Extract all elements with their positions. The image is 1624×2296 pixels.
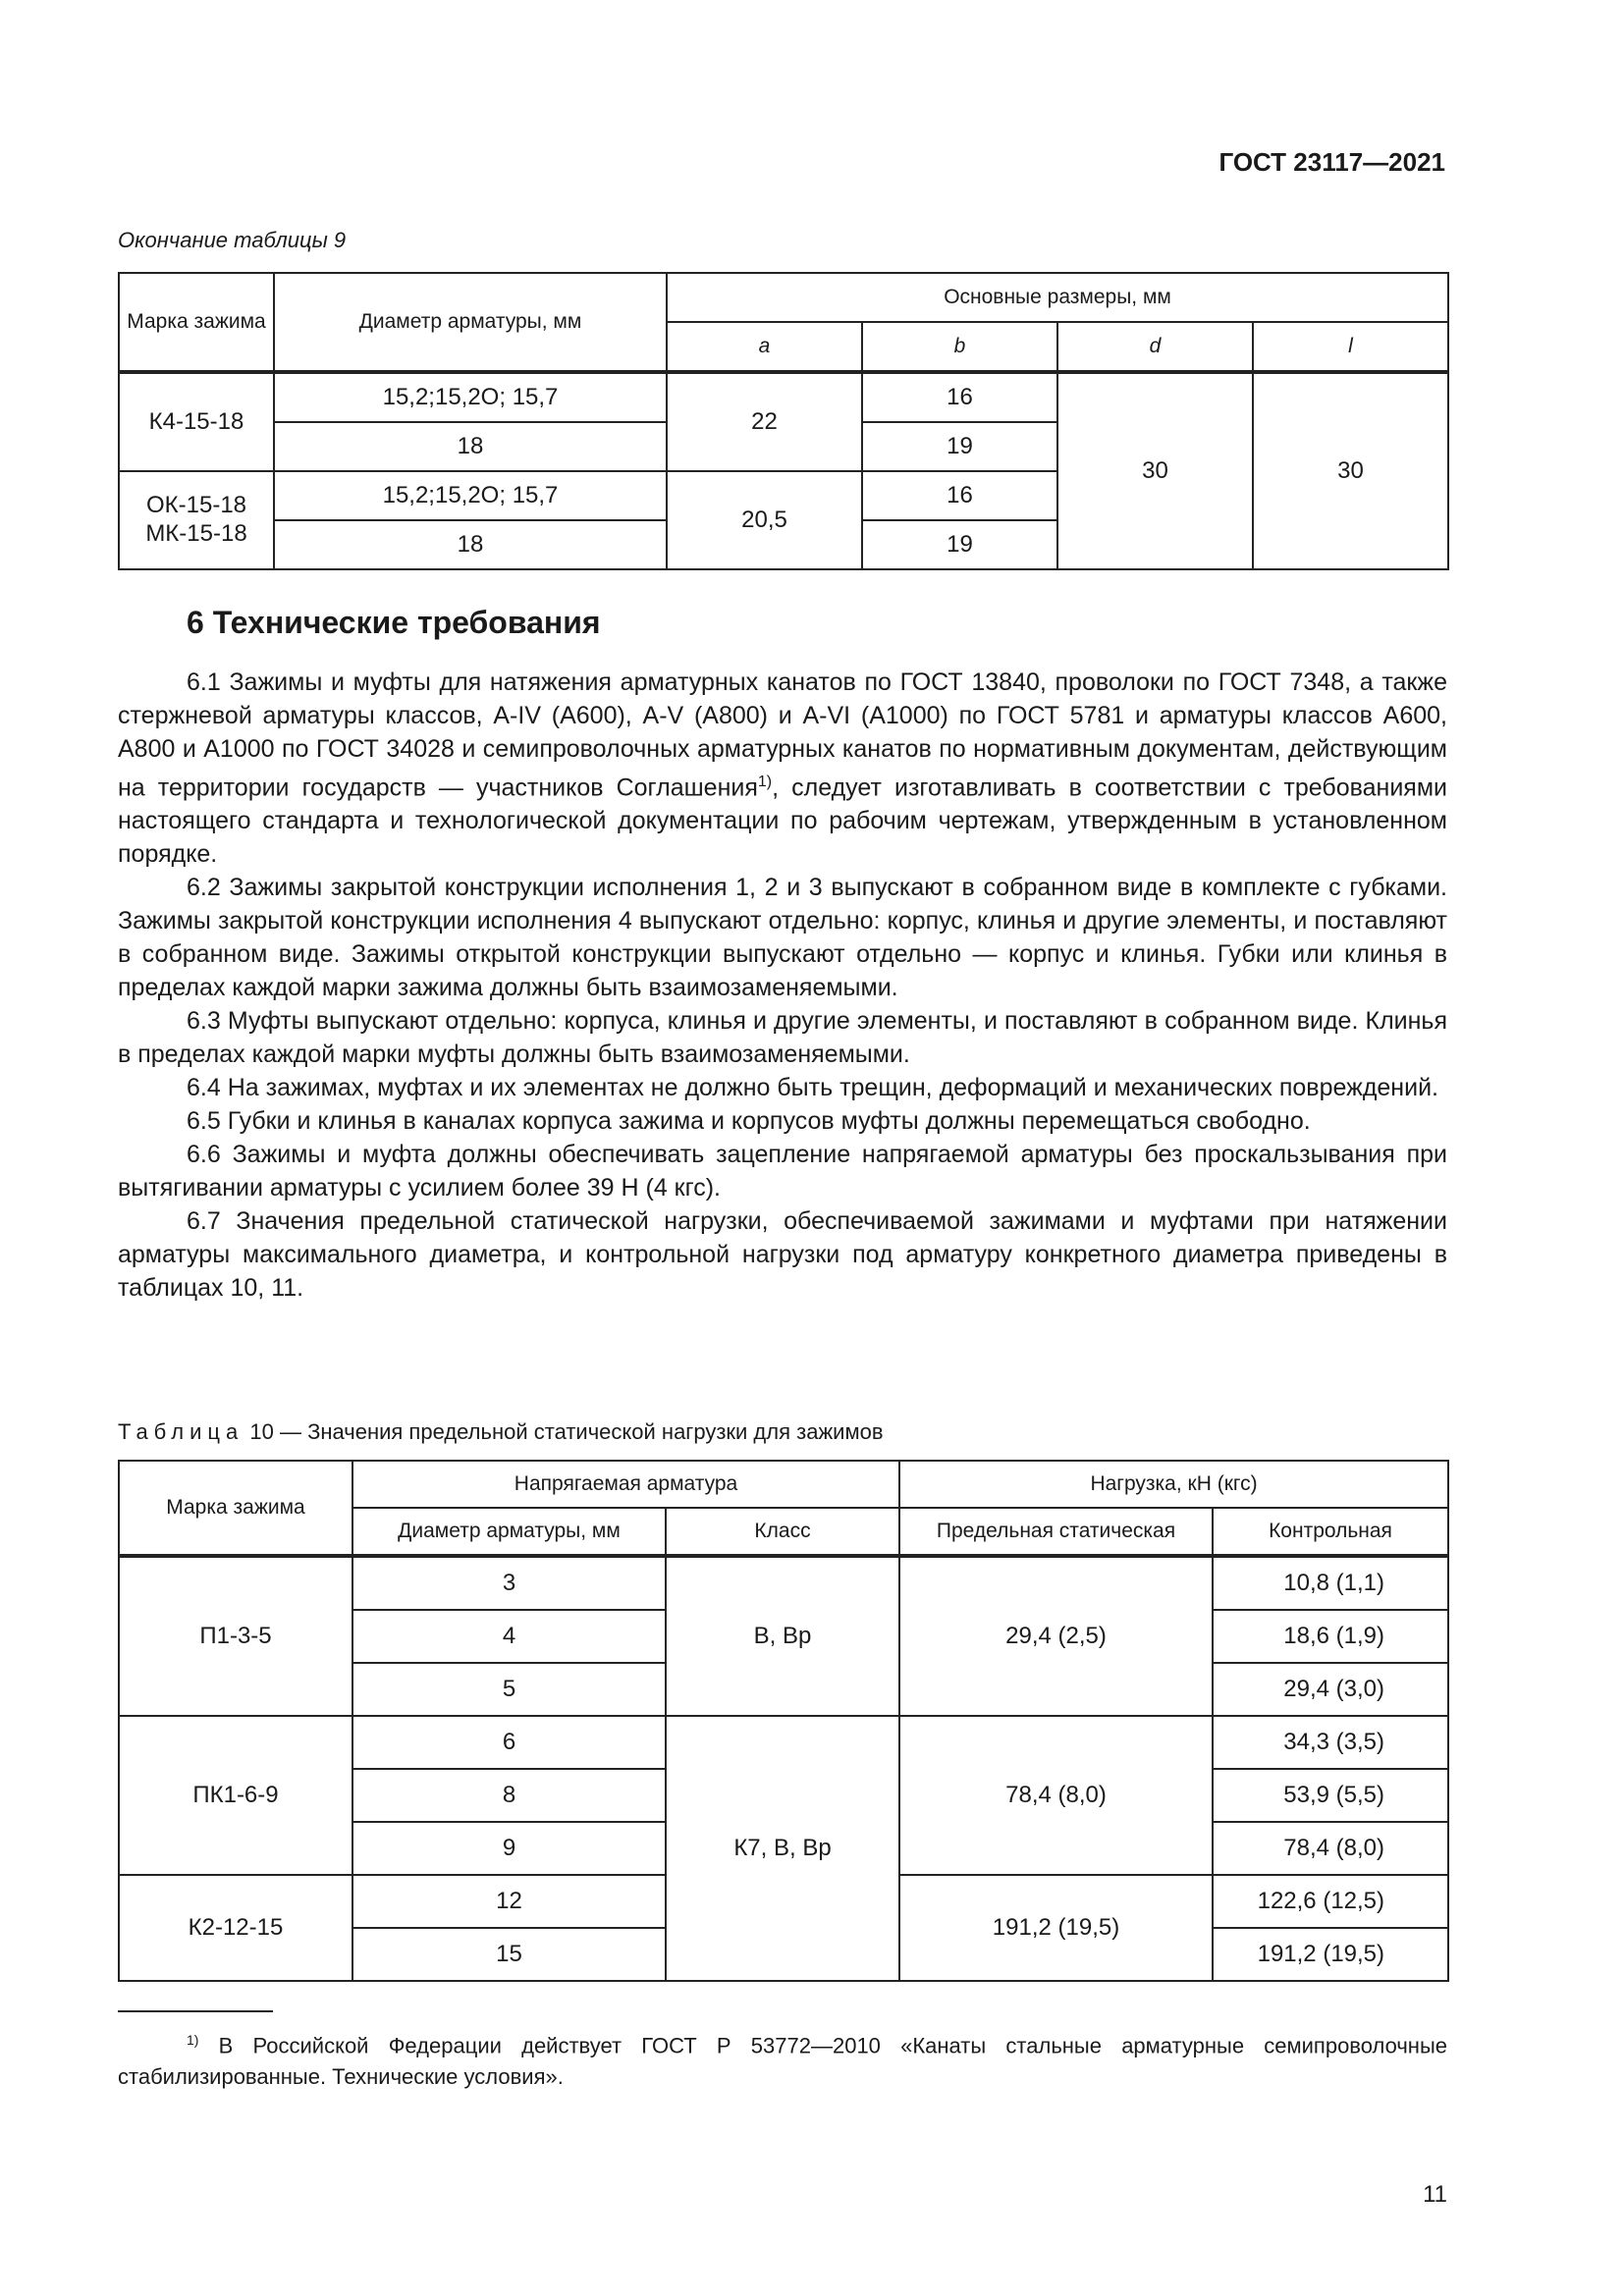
- t10-diameter: 15: [352, 1928, 666, 1981]
- footnote-mark: 1): [187, 2032, 199, 2048]
- t9-header-a: a: [667, 322, 862, 372]
- t10-header-mark: Марка зажима: [119, 1461, 352, 1556]
- paragraph-6-1-part: , следует изготавливать в соответствии с требованиями настоящего стандарта и технологической документации по рабочим чертежам, утвержденным в установленном порядке.: [118, 774, 1447, 869]
- t10-mark-pk1: ПК1-6-9: [119, 1716, 352, 1875]
- paragraph-6-6: 6.6 Зажимы и муфта должны обеспечивать зацепление напрягаемой арматуры без проскальзывания при вытягивании арматуры с усилием более 39 Н (4 кгс).: [118, 1141, 1447, 1202]
- footnote: [118, 2024, 1447, 2093]
- t10-diameter: 3: [352, 1556, 666, 1610]
- t10-diameter: 4: [352, 1610, 666, 1663]
- paragraph-6-4: 6.4 На зажимах, муфтах и их элементах не должно быть трещин, деформаций и механических повреждений.: [187, 1074, 1438, 1102]
- t9-b: 19: [862, 520, 1057, 569]
- t10-mark-p1: П1-3-5: [119, 1556, 352, 1716]
- t10-limit: 29,4 (2,5): [899, 1556, 1213, 1716]
- t10-control: 10,8 (1,1): [1213, 1556, 1448, 1610]
- standard-number: ГОСТ 23117—2021: [1218, 147, 1445, 177]
- t10-class: В, Вр: [666, 1556, 899, 1716]
- t10-diameter: 9: [352, 1822, 666, 1875]
- footnote-separator: [118, 2010, 273, 2012]
- t9-d-value: 30: [1057, 372, 1253, 569]
- paragraph-6-5: 6.5 Губки и клинья в каналах корпуса зажима и корпусов муфты должны перемещаться свободно.: [187, 1107, 1311, 1136]
- t10-control: 18,6 (1,9): [1213, 1610, 1448, 1663]
- t10-class: К7, В, Вр: [666, 1716, 899, 1981]
- t9-header-l: l: [1253, 322, 1448, 372]
- t10-header-control: Контрольная: [1213, 1508, 1448, 1556]
- t10-control: 34,3 (3,5): [1213, 1716, 1448, 1769]
- t9-header-d: d: [1057, 322, 1253, 372]
- t10-header-reinforcement: Напрягаемая арматура: [352, 1461, 899, 1508]
- t9-mark-k4: К4-15-18: [119, 372, 274, 471]
- page-number: 11: [1423, 2181, 1447, 2208]
- table10-caption-text: 10 — Значения предельной статической нагрузки для зажимов: [249, 1419, 884, 1444]
- t10-header-load: Нагрузка, кН (кгс): [899, 1461, 1448, 1508]
- t9-mark-ok-mk: ОК-15-18 МК-15-18: [119, 471, 274, 569]
- table10-caption-label: Таблица: [118, 1419, 244, 1444]
- section-body: [118, 666, 1447, 1305]
- table9-continuation-label: Окончание таблицы 9: [118, 228, 347, 252]
- footnote-text: В Российской Федерации действует ГОСТ Р 53772—2010 «Канаты стальные арматурные семипроволочные стабилизированные. Технические условия».: [118, 2033, 1447, 2090]
- section-title: 6 Технические требования: [187, 605, 601, 640]
- t10-diameter: 6: [352, 1716, 666, 1769]
- t10-header-diameter: Диаметр арматуры, мм: [352, 1508, 666, 1556]
- t9-header-mark: Марка зажима: [119, 273, 274, 372]
- t9-diameter: 18: [274, 422, 667, 471]
- paragraph-6-7: 6.7 Значения предельной статической нагрузки, обеспечиваемой зажимами и муфтами при натяжении арматуры максимального диаметра, и контрольной нагрузки под арматуру конкретного диаметра приведены в таблицах 10, 11.: [118, 1207, 1447, 1303]
- t10-diameter: 5: [352, 1663, 666, 1716]
- t10-limit: 191,2 (19,5): [899, 1875, 1213, 1981]
- t9-diameter: 15,2;15,2О; 15,7: [274, 471, 667, 520]
- t10-control: 78,4 (8,0): [1213, 1822, 1448, 1875]
- t9-b: 19: [862, 422, 1057, 471]
- t10-diameter: 12: [352, 1875, 666, 1928]
- t10-limit: 78,4 (8,0): [899, 1716, 1213, 1875]
- t10-diameter: 8: [352, 1769, 666, 1822]
- t9-header-main-sizes: Основные размеры, мм: [667, 273, 1448, 322]
- t9-header-diameter: Диаметр арматуры, мм: [274, 273, 667, 372]
- t10-control: 29,4 (3,0): [1213, 1663, 1448, 1716]
- table-9: [118, 272, 1449, 570]
- t10-control: 53,9 (5,5): [1213, 1769, 1448, 1822]
- t9-header-b: b: [862, 322, 1057, 372]
- t10-control: 122,6 (12,5): [1213, 1875, 1448, 1928]
- table10-caption: [118, 1419, 884, 1445]
- t10-control: 191,2 (19,5): [1213, 1928, 1448, 1981]
- paragraph-6-1: [118, 666, 1447, 871]
- t10-mark-k2: К2-12-15: [119, 1875, 352, 1981]
- t9-diameter: 18: [274, 520, 667, 569]
- paragraph-6-2: 6.2 Зажимы закрытой конструкции исполнения 1, 2 и 3 выпускают в собранном виде в комплекте с губками. Зажимы закрытой конструкции исполнения 4 выпускают отдельно: корпус, клинья и другие элементы, и поставляют в собранном виде. Зажимы открытой конструкции выпускают отдельно — корпус и клинья. Губки или клинья в пределах каждой марки зажима должны быть взаимозаменяемыми.: [118, 874, 1447, 1002]
- t9-diameter: 15,2;15,2О; 15,7: [274, 372, 667, 422]
- t9-b: 16: [862, 372, 1057, 422]
- t9-b: 16: [862, 471, 1057, 520]
- t9-l-value: 30: [1253, 372, 1448, 569]
- footnote-paragraph: [118, 2024, 1447, 2093]
- t9-a: 22: [667, 372, 862, 471]
- paragraph-6-1-part: 6.1 Зажимы и муфты для натяжения арматурных канатов по ГОСТ 13840, проволоки по ГОСТ 7348, а также стержневой арматуры классов, А-IV (А600), А-V (А800) и А-VI (А1000) по ГОСТ 5781 и арматуры классов А600, А800 и А1000 по ГОСТ 34028 и семипроволочных арматурных канатов по нормативным документам, действующим на территории государств — участников Соглашения: [118, 668, 1447, 802]
- t10-header-class: Класс: [666, 1508, 899, 1556]
- t10-header-limit: Предельная статическая: [899, 1508, 1213, 1556]
- paragraph-6-3: 6.3 Муфты выпускают отдельно: корпуса, клинья и другие элементы, и поставляют в собранном виде. Клинья в пределах каждой марки муфты должны быть взаимозаменяемыми.: [118, 1007, 1447, 1069]
- footnote-ref: 1): [757, 774, 773, 790]
- t9-a: 20,5: [667, 471, 862, 569]
- table-10: [118, 1460, 1449, 1982]
